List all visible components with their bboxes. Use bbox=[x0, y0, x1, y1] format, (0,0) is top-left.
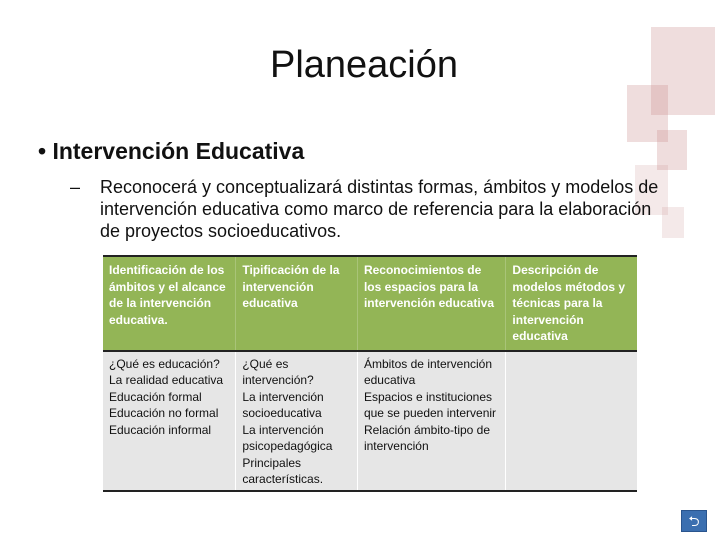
table-cell bbox=[103, 351, 236, 491]
cell-line: Ámbitos de intervención educativa bbox=[363, 356, 493, 387]
decor-square bbox=[657, 130, 687, 170]
cell-line: La intervención psicopedagógica bbox=[242, 422, 333, 453]
column-header: Reconocimientos de los espacios para la intervención educativa bbox=[357, 256, 505, 351]
cell-line: ¿Qué es educación? bbox=[109, 356, 220, 371]
table-cell bbox=[506, 351, 637, 491]
cell-line: ¿Qué es intervención? bbox=[242, 356, 314, 387]
cell-line: La intervención socioeducativa bbox=[242, 389, 324, 420]
cell-line: Educación no formal bbox=[109, 406, 219, 420]
slide-title: Planeación bbox=[269, 44, 459, 86]
column-header: Tipificación de la intervención educativa bbox=[236, 256, 358, 351]
cell-line: Espacios e instituciones que se pueden intervenir bbox=[363, 389, 497, 420]
return-arrow-icon: ⮌ bbox=[688, 513, 700, 529]
bullet-heading: • Intervención Educativa bbox=[38, 138, 305, 164]
sub-bullet-text: Reconocerá y conceptualizará distintas formas, ámbitos y modelos de intervención educativa como marco de referencia para la elaboración de proyectos socioeducativos. bbox=[100, 177, 659, 241]
cell-line: Educación informal bbox=[109, 422, 212, 437]
table-cell bbox=[357, 351, 505, 491]
cell-line: La realidad educativa bbox=[109, 373, 224, 387]
bullet-text: Intervención Educativa bbox=[52, 138, 305, 164]
cell-line: Relación ámbito-tipo de intervención bbox=[363, 422, 491, 453]
content-table bbox=[103, 255, 637, 492]
dash: – bbox=[70, 177, 81, 197]
return-button[interactable] bbox=[681, 510, 707, 532]
column-header: Identificación de los ámbitos y el alcance de la intervención educativa. bbox=[103, 256, 236, 351]
cell-line: Educación formal bbox=[109, 389, 202, 404]
cell-line: Principales características. bbox=[242, 455, 324, 486]
column-header: Descripción de modelos métodos y técnicas para la intervención educativa bbox=[506, 256, 637, 351]
sub-bullet bbox=[70, 176, 670, 242]
table-cell bbox=[236, 351, 358, 491]
